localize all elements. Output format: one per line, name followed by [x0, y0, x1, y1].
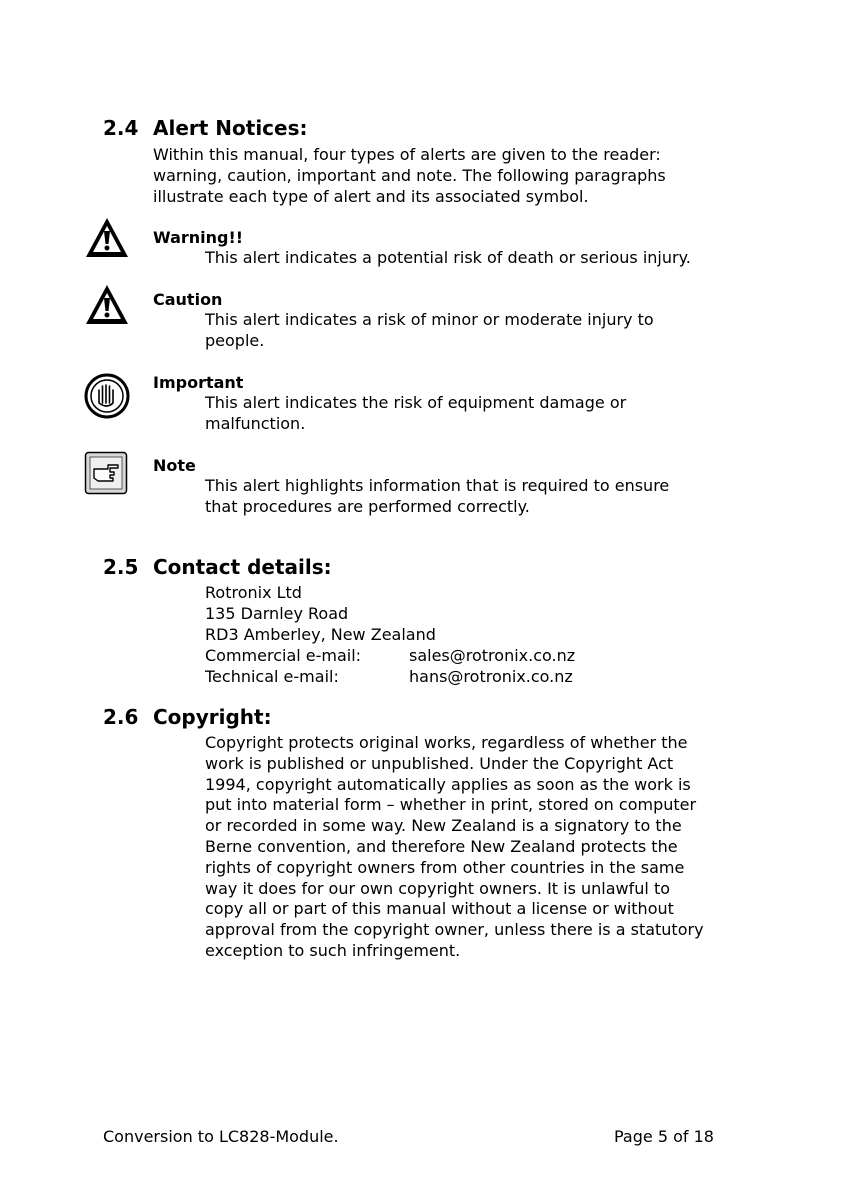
- copyright-line: approval from the copyright owner, unless there is a statutory: [205, 920, 704, 940]
- footer-document-title: Conversion to LC828-Module.: [103, 1127, 339, 1146]
- alert-line: This alert indicates a potential risk of death or serious injury.: [205, 248, 691, 267]
- section-title-contact: Contact details:: [153, 555, 332, 579]
- company-name: Rotronix Ltd: [205, 583, 302, 602]
- alert-text-warning: [205, 248, 691, 269]
- alert-title-note: Note: [153, 456, 196, 475]
- copyright-line: work is published or unpublished. Under the Copyright Act: [205, 753, 674, 773]
- copyright-line: way it does for our own copyright owners. It is unlawful to: [205, 878, 671, 898]
- stop-hand-icon: [84, 373, 130, 419]
- footer-page-number: Page 5 of 18: [614, 1127, 714, 1146]
- alert-title-important: Important: [153, 373, 244, 392]
- alert-title-warning: Warning!!: [153, 228, 244, 247]
- copyright-line: Copyright protects original works, regardless of whether the: [205, 733, 688, 752]
- commercial-email[interactable]: sales@rotronix.co.nz: [409, 646, 576, 665]
- alert-line: people.: [205, 330, 265, 350]
- copyright-paragraph: [205, 733, 704, 962]
- street-address: 135 Darnley Road: [205, 603, 349, 623]
- alert-title-caution: Caution: [153, 290, 223, 309]
- alert-text-note: [205, 476, 669, 518]
- alert-line: malfunction.: [205, 413, 306, 433]
- alert-line: This alert indicates the risk of equipment damage or: [205, 393, 627, 412]
- section-number-2-5: 2.5: [103, 555, 139, 579]
- alert-intro: [153, 145, 666, 207]
- technical-email[interactable]: hans@rotronix.co.nz: [409, 667, 573, 686]
- section-title-alert-notices: Alert Notices:: [153, 116, 308, 140]
- section-number-2-4: 2.4: [103, 116, 139, 140]
- copyright-line: copy all or part of this manual without a license or without: [205, 899, 674, 919]
- alert-text-caution: [205, 310, 654, 352]
- contact-address: [205, 583, 436, 645]
- intro-line: illustrate each type of alert and its associated symbol.: [153, 186, 589, 206]
- locality: RD3 Amberley, New Zealand: [205, 624, 436, 644]
- section-title-copyright: Copyright:: [153, 705, 272, 729]
- warning-triangle-icon: [84, 216, 130, 260]
- commercial-email-label: Commercial e-mail:: [205, 646, 362, 665]
- alert-line: This alert highlights information that is required to ensure: [205, 476, 670, 495]
- copyright-line: put into material form – whether in print, stored on computer: [205, 795, 697, 815]
- section-number-2-6: 2.6: [103, 705, 139, 729]
- copyright-line: rights of copyright owners from other countries in the same: [205, 857, 685, 877]
- copyright-line: or recorded in some way. New Zealand is a signatory to the: [205, 816, 682, 836]
- copyright-line: 1994, copyright automatically applies as soon as the work is: [205, 774, 691, 794]
- caution-triangle-icon: [84, 283, 130, 327]
- alert-text-important: [205, 393, 626, 435]
- alert-line: that procedures are performed correctly.: [205, 496, 530, 516]
- technical-email-label: Technical e-mail:: [205, 667, 339, 686]
- pointing-hand-icon: [84, 451, 128, 495]
- alert-line: This alert indicates a risk of minor or moderate injury to: [205, 310, 654, 329]
- copyright-line: Berne convention, and therefore New Zealand protects the: [205, 836, 678, 856]
- intro-line: Within this manual, four types of alerts are given to the reader:: [153, 145, 661, 164]
- intro-line: warning, caution, important and note. The following paragraphs: [153, 165, 666, 185]
- copyright-line: exception to such infringement.: [205, 940, 461, 960]
